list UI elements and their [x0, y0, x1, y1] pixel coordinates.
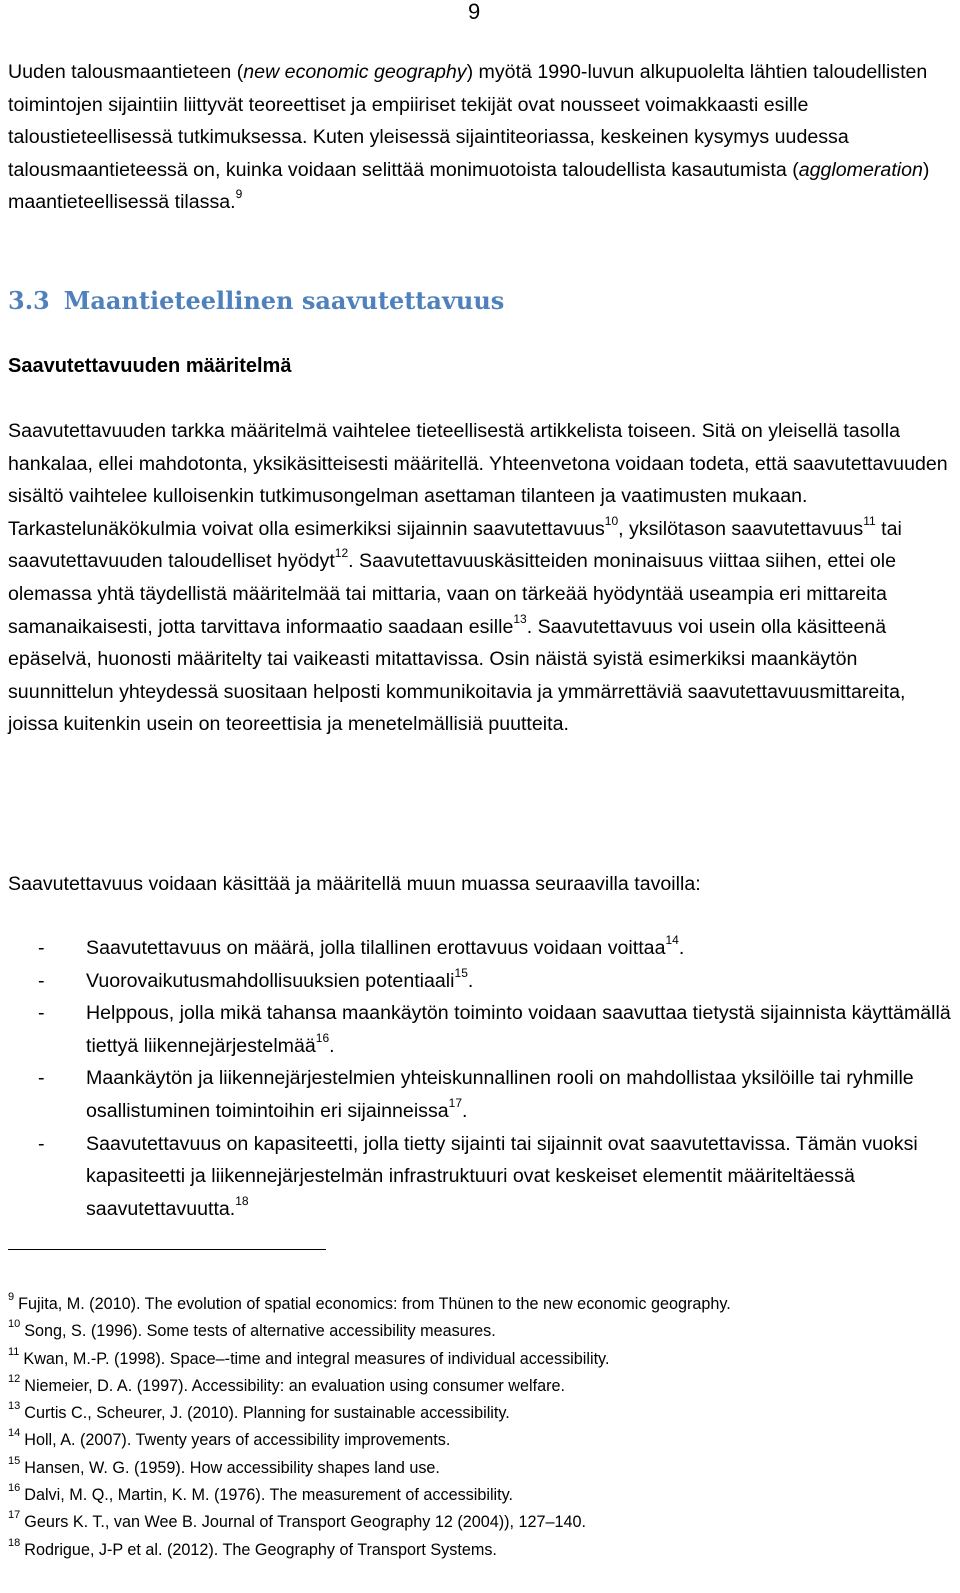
footnote-separator	[8, 1249, 326, 1250]
footnote-text: Geurs K. T., van Wee B. Journal of Transport Geography 12 (2004)), 127‒140.	[24, 1513, 587, 1532]
footnote-ref-14[interactable]: 14	[665, 933, 679, 947]
footnote-number: 13	[8, 1400, 21, 1413]
list-item	[8, 932, 954, 965]
list-item-tail: .	[462, 1099, 468, 1122]
footnote-ref-15[interactable]: 15	[454, 965, 468, 980]
section-title: Maantieteellinen saavutettavuus	[63, 286, 505, 315]
list-item	[8, 997, 954, 1062]
list-intro-paragraph: Saavutettavuus voidaan käsittää ja määritellä muun muassa seuraavilla tavoilla:	[8, 873, 701, 895]
footnote-ref-10[interactable]: 10	[604, 513, 619, 528]
body1-text-4: . Saavutettavuuskäsitteiden moninaisuus viittaa siihen, ettei ole olemassa yhtä täydellistä määritelmää tai mittaria, vaan on tärkeää hyödyntää useampia eri mittareita samanaikaisesti, jotta tarvittava informaatio saadaan esille	[8, 550, 897, 638]
definition-paragraph	[8, 415, 954, 741]
definition-list	[8, 932, 954, 1225]
list-dash: -	[38, 1132, 45, 1155]
list-item-tail: .	[329, 1034, 335, 1057]
footnote	[8, 1373, 954, 1400]
page-number: 9	[468, 0, 481, 24]
list-item-text: Saavutettavuus on määrä, jolla tilallinen erottavuus voidaan voittaa	[86, 937, 666, 959]
footnote	[8, 1291, 954, 1318]
footnote-text: Rodrigue, J-P et al. (2012). The Geography of Transport Systems.	[24, 1540, 497, 1559]
intro-italic-term-1: new economic geography	[243, 61, 467, 83]
list-item-text: Maankäytön ja liikennejärjestelmien yhteiskunnallinen rooli on mahdollistaa yksilöille tai ryhmille osallistuminen toimintoihin eri sijainneissa	[86, 1067, 914, 1122]
section-heading	[8, 284, 518, 318]
list-item-tail: .	[467, 969, 474, 992]
intro-paragraph	[8, 56, 954, 219]
footnote-text: Niemeier, D. A. (1997). Accessibility: an evaluation using consumer welfare.	[24, 1376, 565, 1395]
list-dash: -	[38, 1002, 45, 1025]
footnote	[8, 1509, 954, 1536]
footnote-text: Fujita, M. (2010). The evolution of spatial economics: from Thünen to the new economic geography.	[18, 1295, 731, 1313]
list-dash: -	[38, 969, 45, 992]
footnote-ref-13[interactable]: 13	[513, 611, 527, 626]
intro-italic-term-2: agglomeration	[798, 158, 923, 181]
body1-text-2: , yksilötason saavutettavuus	[618, 517, 864, 540]
list-item	[8, 1062, 954, 1127]
section-number: 3.3	[8, 286, 50, 315]
footnote	[8, 1482, 954, 1509]
list-item	[8, 965, 954, 998]
footnote-number: 18	[8, 1536, 21, 1549]
list-dash: -	[38, 1067, 45, 1090]
list-item-text: Vuorovaikutusmahdollisuuksien potentiaali	[86, 969, 455, 992]
list-item	[8, 1128, 954, 1226]
footnote-ref-9[interactable]: 9	[235, 187, 243, 202]
footnote-number: 9	[8, 1291, 15, 1303]
footnote-number: 12	[8, 1372, 21, 1385]
list-item-tail: .	[678, 937, 685, 959]
footnote-ref-17[interactable]: 17	[448, 1095, 463, 1110]
list-item-text: Saavutettavuus on kapasiteetti, jolla tietty sijainti tai sijainnit ovat saavutettavissa. Tämän vuoksi kapasiteetti ja liikennejärjestelmän infrastruktuuri ovat keskeiset elementit määriteltäessä saavutettavuutta.	[86, 1132, 918, 1220]
footnote-text: Kwan, M.-P. (1998). Space‒-time and integral measures of individual accessibility.	[23, 1349, 610, 1368]
intro-text-2: ) myötä 1990-luvun alkupuolelta lähtien taloudellisten toimintojen sijaintiin liittyvät teoreettiset ja empiiriset tekijät ovat nousseet voimakkaasti esille taloustieteellisessä tutkimuksessa. Kuten yleisessä sijaintiteoriassa, keskeinen kysymys uudessa talousmaantieteessä on, kuinka voidaan selittää monimuotoista taloudellista kasautumista (	[8, 61, 928, 181]
footnote-number: 10	[8, 1318, 21, 1331]
footnote	[8, 1400, 954, 1427]
footnotes	[8, 1291, 954, 1564]
footnote-ref-11[interactable]: 11	[863, 513, 876, 528]
body1-text-5: . Saavutettavuus voi usein olla käsitteenä epäselvä, huonosti määritelty tai vaikeasti mitattavissa. Osin näistä syistä esimerkiksi maankäytön suunnittelun yhteydessä suositaan helposti kommunikoitavia ja ymmärrettäviä saavutettavuusmittareita, joissa kuitenkin usein on teoreettisia ja menetelmällisiä puutteita.	[8, 615, 906, 736]
footnote-number: 16	[8, 1482, 21, 1495]
intro-text-1: Uuden talousmaantieteen (	[8, 61, 244, 83]
list-item-text: Helppous, jolla mikä tahansa maankäytön toiminto voidaan saavuttaa tietystä sijainnista käyttämällä tiettyä liikennejärjestelmää	[86, 1002, 951, 1057]
body1-text-1: Saavutettavuuden tarkka määritelmä vaihtelee tieteellisestä artikkelista toiseen. Sitä on yleisellä tasolla hankalaa, ellei mahdotonta, yksikäsitteisesti määritellä. Yhteenvetona voidaan todeta, että saavutettavuuden sisältö vaihtelee kulloisenkin tutkimusongelman asettaman tilanteen ja vaatimusten mukaan. Tarkastelunäkökulmia voivat olla esimerkiksi sijainnin saavutettavuus	[8, 420, 948, 540]
footnote-number: 17	[8, 1509, 21, 1522]
footnote-text: Song, S. (1996). Some tests of alternative accessibility measures.	[24, 1322, 496, 1341]
intro-text-3: ) maantieteellisessä tilassa.	[8, 158, 930, 214]
list-dash: -	[38, 937, 45, 959]
footnote-ref-16[interactable]: 16	[315, 1030, 330, 1045]
footnote-text: Hansen, W. G. (1959). How accessibility shapes land use.	[24, 1458, 440, 1477]
footnote-number: 11	[8, 1345, 20, 1358]
footnote-ref-12[interactable]: 12	[334, 546, 349, 561]
footnote-number: 14	[8, 1427, 21, 1440]
footnote	[8, 1346, 954, 1373]
subsection-heading: Saavutettavuuden määritelmä	[8, 355, 292, 377]
footnote	[8, 1318, 954, 1345]
footnote-text: Curtis C., Scheurer, J. (2010). Planning for sustainable accessibility.	[24, 1404, 510, 1423]
footnote-ref-18[interactable]: 18	[235, 1193, 249, 1208]
footnote-text: Holl, A. (2007). Twenty years of accessibility improvements.	[24, 1431, 451, 1450]
body1-text-3: tai saavutettavuuden taloudelliset hyödyt	[8, 517, 902, 573]
footnote	[8, 1455, 954, 1482]
footnote-text: Dalvi, M. Q., Martin, K. M. (1976). The measurement of accessibility.	[24, 1486, 514, 1505]
footnote	[8, 1537, 954, 1564]
footnote-number: 15	[8, 1454, 21, 1467]
footnote	[8, 1427, 954, 1454]
